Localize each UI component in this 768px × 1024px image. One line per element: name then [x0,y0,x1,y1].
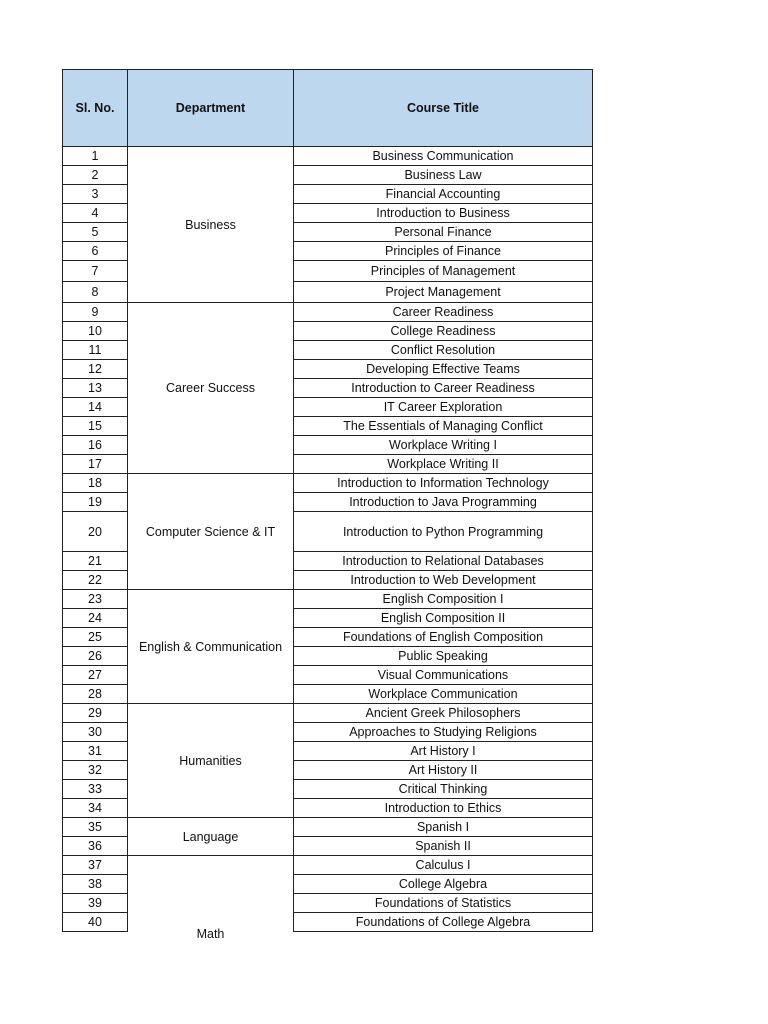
sl-no-cell: 32 [63,761,128,780]
course-title-cell: Art History I [294,742,593,761]
table-row [63,474,593,493]
sl-no-cell: 28 [63,685,128,704]
course-title-cell: English Composition II [294,609,593,628]
header-department: Department [128,70,294,147]
sl-no-cell: 12 [63,360,128,379]
course-title-cell: Visual Communications [294,666,593,685]
sl-no-cell: 5 [63,223,128,242]
sl-no-cell: 39 [63,894,128,913]
course-title-cell: Foundations of Statistics [294,894,593,913]
course-title-cell: Spanish I [294,818,593,837]
course-title-cell: Introduction to Relational Databases [294,552,593,571]
course-title-cell: Calculus I [294,856,593,875]
course-title-cell: Introduction to Career Readiness [294,379,593,398]
sl-no-cell: 26 [63,647,128,666]
sl-no-cell: 38 [63,875,128,894]
sl-no-cell: 33 [63,780,128,799]
course-title-cell: Conflict Resolution [294,341,593,360]
course-title-cell: Introduction to Ethics [294,799,593,818]
sl-no-cell: 16 [63,436,128,455]
sl-no-cell: 10 [63,322,128,341]
course-title-cell: College Readiness [294,322,593,341]
course-title-cell: The Essentials of Managing Conflict [294,417,593,436]
table-row [63,856,593,875]
sl-no-cell: 29 [63,704,128,723]
sl-no-cell: 17 [63,455,128,474]
course-table-body [63,147,593,941]
course-title-cell: Project Management [294,282,593,303]
course-title-cell: Workplace Writing I [294,436,593,455]
course-title-cell: Introduction to Web Development [294,571,593,590]
course-title-cell: Developing Effective Teams [294,360,593,379]
course-title-cell: Principles of Finance [294,242,593,261]
header-row [63,70,593,147]
sl-no-cell: 13 [63,379,128,398]
department-cell: Humanities [128,704,294,818]
sl-no-cell: 20 [63,512,128,552]
sl-no-cell: 15 [63,417,128,436]
course-title-cell: Introduction to Java Programming [294,493,593,512]
sl-no-cell: 3 [63,185,128,204]
sl-no-cell: 30 [63,723,128,742]
sl-no-cell: 1 [63,147,128,166]
sl-no-cell: 31 [63,742,128,761]
sl-no-cell: 22 [63,571,128,590]
sl-no-cell: 14 [63,398,128,417]
table-row [63,147,593,166]
sl-no-cell: 25 [63,628,128,647]
course-title-cell: Workplace Communication [294,685,593,704]
department-cell: Computer Science & IT [128,474,294,590]
table-row [63,704,593,723]
course-title-cell: College Algebra [294,875,593,894]
course-title-cell: Workplace Writing II [294,455,593,474]
sl-no-cell: 34 [63,799,128,818]
department-cell: Language [128,818,294,856]
sl-no-cell: 23 [63,590,128,609]
course-title-cell: Art History II [294,761,593,780]
sl-no-cell: 27 [63,666,128,685]
course-table [62,69,593,941]
sl-no-cell: 40 [63,913,128,932]
sl-no-cell: 21 [63,552,128,571]
department-cell: English & Communication [128,590,294,704]
sl-no-cell: 35 [63,818,128,837]
table-row [63,303,593,322]
course-title-cell: IT Career Exploration [294,398,593,417]
course-title-cell: Ancient Greek Philosophers [294,704,593,723]
table-row [63,590,593,609]
course-title-cell: Public Speaking [294,647,593,666]
course-title-cell: Approaches to Studying Religions [294,723,593,742]
course-title-cell: Introduction to Information Technology [294,474,593,493]
course-title-cell: Career Readiness [294,303,593,322]
course-title-cell: Business Law [294,166,593,185]
sl-no-cell: 4 [63,204,128,223]
sl-no-cell: 8 [63,282,128,303]
sl-no-cell: 36 [63,837,128,856]
course-title-cell: Personal Finance [294,223,593,242]
sl-no-cell: 6 [63,242,128,261]
sl-no-cell: 24 [63,609,128,628]
sl-no-cell: 9 [63,303,128,322]
table-row [63,818,593,837]
department-label: Math [196,926,225,941]
course-title-cell: Foundations of English Composition [294,628,593,647]
course-title-cell: Introduction to Business [294,204,593,223]
department-cell [128,856,294,941]
sl-no-cell: 7 [63,261,128,282]
course-title-cell: Foundations of College Algebra [294,913,593,932]
course-title-cell: Introduction to Python Programming [294,512,593,552]
sl-no-cell: 19 [63,493,128,512]
header-course-title: Course Title [294,70,593,147]
department-cell: Career Success [128,303,294,474]
course-title-cell: Spanish II [294,837,593,856]
course-title-cell: Business Communication [294,147,593,166]
course-title-cell: Principles of Management [294,261,593,282]
course-title-cell: Financial Accounting [294,185,593,204]
sl-no-cell: 37 [63,856,128,875]
course-title-cell: Critical Thinking [294,780,593,799]
course-title-cell: English Composition I [294,590,593,609]
sl-no-cell: 2 [63,166,128,185]
course-sheet [62,69,592,945]
sl-no-cell: 18 [63,474,128,493]
department-cell: Business [128,147,294,303]
sl-no-cell: 11 [63,341,128,360]
header-sl-no: Sl. No. [63,70,128,147]
